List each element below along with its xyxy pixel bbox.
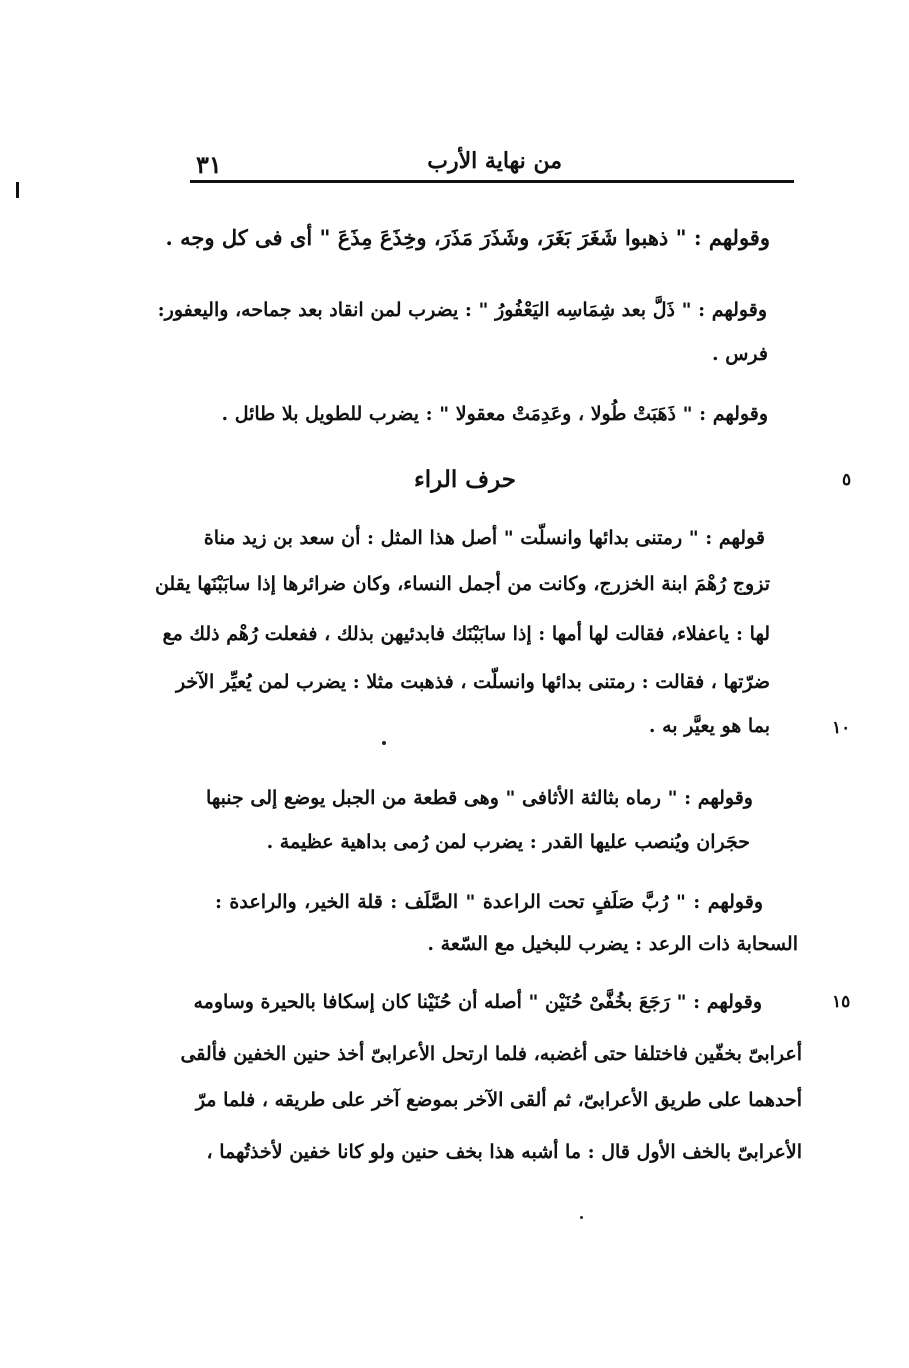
text-line: الأعرابىّ بالخف الأول قال : ما أشبه هذا بخف حنين ولو كانا خفين لأخذتُهما ، bbox=[206, 1141, 802, 1163]
text-line: حجَران ويُنصب عليها القدر : يضرب لمن رُمى بداهية عظيمة . bbox=[266, 831, 750, 853]
text-line: لها : ياعفلاء، فقالت لها أمها : إذا سابَبْنَك فابدئيهن بذلك ، ففعلت رُهْم ذلك مع bbox=[162, 623, 770, 645]
running-title: من نهاية الأرب bbox=[427, 148, 562, 174]
ink-speck bbox=[382, 741, 386, 745]
text-line: وقولهم : " ذهبوا شَغَرَ بَغَرَ، وشَذَرَ مَذَرَ، وخِذَعَ مِذَعَ " أى فى كل وجه . bbox=[165, 225, 770, 250]
section-heading: حرف الراء bbox=[413, 466, 517, 493]
text-line: السحابة ذات الرعد : يضرب للبخيل مع السّعة . bbox=[427, 933, 798, 955]
page-header bbox=[190, 148, 794, 182]
margin-line-number: ١٥ bbox=[832, 992, 851, 1012]
text-line: تزوج رُهْمَ ابنة الخزرج، وكانت من أجمل النساء، وكان ضرائرها إذا سابَبْنَها يقلن bbox=[154, 573, 770, 595]
text-line: فرس . bbox=[712, 343, 768, 365]
margin-mark bbox=[16, 182, 19, 198]
text-line: وقولهم : " رَجَعَ بخُفَّىْ حُنَيْن " أصله أن حُنَيْنا كان إسكافا بالحيرة وساومه bbox=[193, 991, 762, 1013]
text-line: وقولهم : " رُبَّ صَلَفٍ تحت الراعدة " الصَّلَف : قلة الخير، والراعدة : bbox=[215, 891, 763, 913]
text-line: وقولهم : " رماه بثالثة الأثافى " وهى قطعة من الجبل يوضع إلى جنبها bbox=[206, 787, 753, 809]
text-line: بما هو يعيَّر به . bbox=[648, 715, 770, 737]
text-line: ضرّتها ، فقالت : رمتنى بدائها وانسلّت ، فذهبت مثلا : يضرب لمن يُعيِّر الآخر bbox=[175, 671, 770, 693]
text-line: قولهم : " رمتنى بدائها وانسلّت " أصل هذا المثل : أن سعد بن زيد مناة bbox=[203, 527, 765, 549]
text-line: أعرابىّ بخفّين فاختلفا حتى أغضبه، فلما ارتحل الأعرابىّ أخذ حنين الخفين فألقى bbox=[180, 1043, 802, 1065]
ink-speck bbox=[580, 1216, 583, 1219]
margin-line-number: ٥ bbox=[842, 470, 852, 490]
text-line: وقولهم : " ذَهَبَتْ طُولا ، وعَدِمَتْ معقولا " : يضرب للطويل بلا طائل . bbox=[221, 403, 768, 425]
page-number: ٣١ bbox=[196, 150, 222, 179]
text-line: وقولهم : " ذَلَّ بعد شِمَاسِه اليَعْفُورُ " : يضرب لمن انقاد بعد جماحه، واليعفور: bbox=[157, 299, 767, 321]
margin-line-number: ١٠ bbox=[832, 718, 851, 738]
text-line: أحدهما على طريق الأعرابىّ، ثم ألقى الآخر بموضع آخر على طريقه ، فلما مرّ bbox=[195, 1089, 802, 1111]
header-rule bbox=[190, 180, 794, 183]
